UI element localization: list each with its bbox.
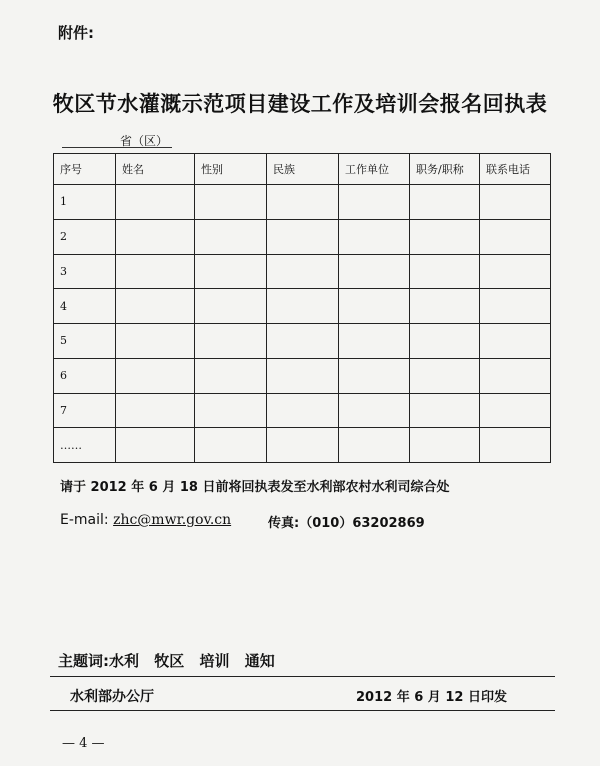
table-row [54,219,551,254]
subject-term: 水利 [109,652,140,670]
blank-cell[interactable] [410,324,480,359]
blank-cell[interactable] [267,358,339,393]
contact-line [60,512,540,531]
blank-cell[interactable] [116,428,195,463]
blank-cell[interactable] [339,254,410,289]
row-number: 5 [54,324,116,359]
issue-date: 2012 年 6 月 12 日印发 [356,690,507,705]
footer-divider-top [50,676,555,677]
blank-cell[interactable] [116,324,195,359]
blank-cell[interactable] [410,393,480,428]
submission-note: 请于 2012 年 6 月 18 日前将回执表发至水利部农村水利司综合处 [60,480,450,495]
header-cell: 工作单位 [339,154,410,185]
row-number: 2 [54,219,116,254]
table-row [54,289,551,324]
blank-cell[interactable] [339,358,410,393]
subject-term: 通知 [244,652,275,670]
blank-cell[interactable] [195,289,267,324]
page-number: — 4 — [62,736,105,751]
subject-term: 牧区 [154,652,185,670]
header-cell: 职务/职称 [410,154,480,185]
blank-cell[interactable] [339,393,410,428]
blank-cell[interactable] [116,289,195,324]
table-row [54,254,551,289]
blank-cell[interactable] [480,289,551,324]
footer-divider-bottom [50,710,555,711]
blank-cell[interactable] [116,358,195,393]
blank-cell[interactable] [480,358,551,393]
subject-term: 培训 [199,652,230,670]
blank-cell[interactable] [267,185,339,220]
header-cell: 序号 [54,154,116,185]
blank-cell[interactable] [116,393,195,428]
fax-number: 传真:（010）63202869 [268,516,425,531]
blank-cell[interactable] [480,219,551,254]
blank-cell[interactable] [480,324,551,359]
email-label: E-mail: [60,512,109,528]
table-row [54,393,551,428]
subject-label: 主题词: [58,652,109,670]
blank-cell[interactable] [195,185,267,220]
blank-cell[interactable] [410,428,480,463]
row-number: 4 [54,289,116,324]
row-number: 1 [54,185,116,220]
header-cell: 姓名 [116,154,195,185]
blank-cell[interactable] [267,254,339,289]
header-cell: 民族 [267,154,339,185]
blank-cell[interactable] [195,358,267,393]
province-label: 省（区） [120,134,169,148]
subject-terms [58,650,285,671]
blank-cell[interactable] [480,428,551,463]
table-row [54,358,551,393]
blank-cell[interactable] [267,393,339,428]
blank-cell[interactable] [410,358,480,393]
blank-cell[interactable] [267,428,339,463]
blank-cell[interactable] [116,254,195,289]
row-number: 3 [54,254,116,289]
blank-cell[interactable] [116,185,195,220]
blank-cell[interactable] [195,324,267,359]
blank-cell[interactable] [410,254,480,289]
blank-cell[interactable] [195,219,267,254]
blank-cell[interactable] [410,185,480,220]
blank-cell[interactable] [195,393,267,428]
table-row [54,324,551,359]
attachment-label: 附件: [58,24,94,42]
blank-cell[interactable] [339,324,410,359]
blank-cell[interactable] [480,393,551,428]
registration-table [53,153,551,463]
blank-cell[interactable] [339,428,410,463]
blank-cell[interactable] [116,219,195,254]
header-cell: 性别 [195,154,267,185]
table-header-row [54,154,551,185]
blank-cell[interactable] [339,289,410,324]
document-title: 牧区节水灌溉示范项目建设工作及培训会报名回执表 [52,92,548,116]
email-link[interactable]: zhc@mwr.gov.cn [113,512,232,528]
blank-cell[interactable] [410,219,480,254]
blank-cell[interactable] [339,185,410,220]
blank-cell[interactable] [410,289,480,324]
header-cell: 联系电话 [480,154,551,185]
blank-cell[interactable] [267,219,339,254]
table-row [54,185,551,220]
blank-cell[interactable] [195,428,267,463]
blank-cell[interactable] [480,254,551,289]
blank-cell[interactable] [267,324,339,359]
blank-cell[interactable] [480,185,551,220]
row-number: …… [54,428,116,463]
row-number: 7 [54,393,116,428]
row-number: 6 [54,358,116,393]
blank-cell[interactable] [267,289,339,324]
blank-cell[interactable] [339,219,410,254]
issuer: 水利部办公厅 [70,689,154,705]
blank-cell[interactable] [195,254,267,289]
table-row [54,428,551,463]
